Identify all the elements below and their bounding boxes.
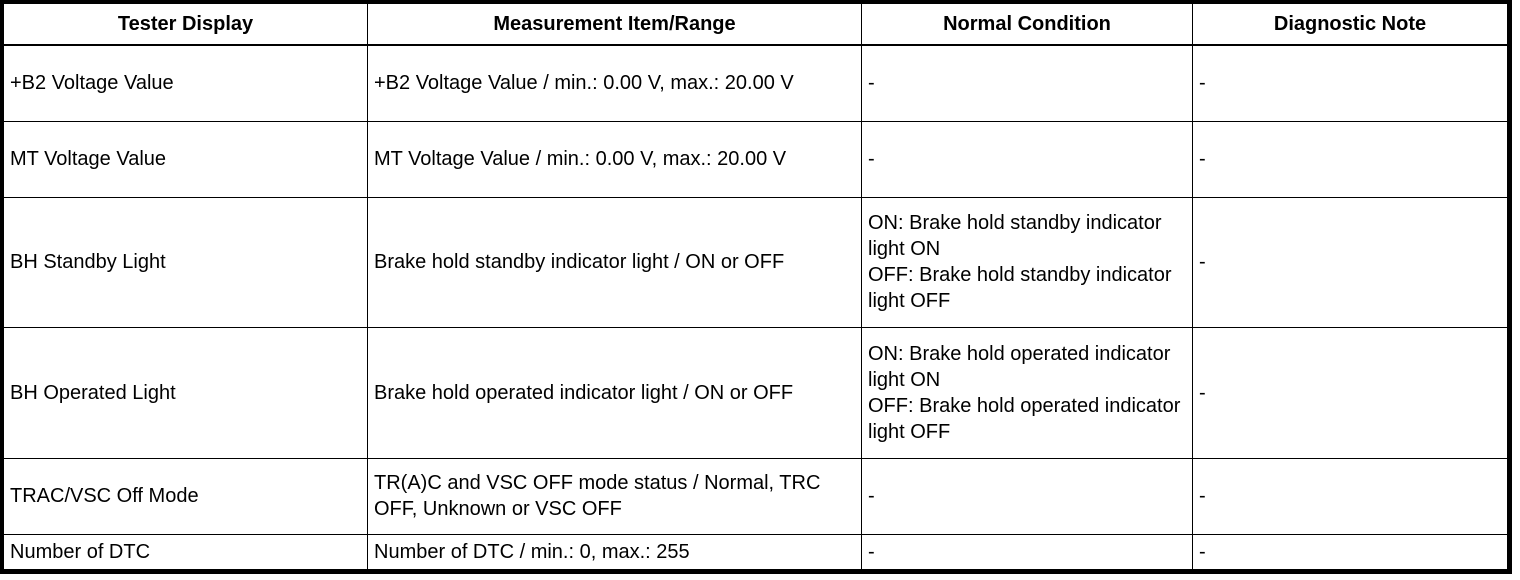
header-diagnostic-note: Diagnostic Note xyxy=(1193,4,1508,46)
measurement-cell: MT Voltage Value / min.: 0.00 V, max.: 20.00 V xyxy=(368,121,862,197)
normal-condition-cell: - xyxy=(862,534,1193,569)
measurement-cell: Brake hold standby indicator light / ON or OFF xyxy=(368,197,862,327)
header-normal-condition: Normal Condition xyxy=(862,4,1193,46)
diagnostic-note-cell: - xyxy=(1193,45,1508,121)
diagnostic-note-cell: - xyxy=(1193,197,1508,327)
tester-display-cell: MT Voltage Value xyxy=(4,121,368,197)
diagnostic-note-cell: - xyxy=(1193,458,1508,534)
tester-display-cell: BH Standby Light xyxy=(4,197,368,327)
normal-condition-cell xyxy=(862,328,1193,458)
measurement-cell: Number of DTC / min.: 0, max.: 255 xyxy=(368,534,862,569)
diagnostic-note-cell: - xyxy=(1193,121,1508,197)
tester-display-cell: +B2 Voltage Value xyxy=(4,45,368,121)
header-row xyxy=(4,4,1508,46)
table-row xyxy=(4,197,1508,327)
tester-display-cell: Number of DTC xyxy=(4,534,368,569)
diagnostic-note-cell: - xyxy=(1193,328,1508,458)
table-row xyxy=(4,121,1508,197)
measurement-cell: Brake hold operated indicator light / ON or OFF xyxy=(368,328,862,458)
normal-condition-cell xyxy=(862,197,1193,327)
header-measurement-item-range: Measurement Item/Range xyxy=(368,4,862,46)
normal-condition-off-line: OFF: Brake hold standby indicator light OFF xyxy=(868,264,1172,313)
table-row xyxy=(4,458,1508,534)
normal-condition-cell: - xyxy=(862,458,1193,534)
normal-condition-cell: - xyxy=(862,121,1193,197)
measurement-cell: TR(A)C and VSC OFF mode status / Normal, TRC OFF, Unknown or VSC OFF xyxy=(368,458,862,534)
normal-condition-off-line: OFF: Brake hold operated indicator light OFF xyxy=(868,394,1181,443)
normal-condition-on-line: ON: Brake hold operated indicator light ON xyxy=(868,342,1171,391)
normal-condition-cell: - xyxy=(862,45,1193,121)
tester-display-cell: TRAC/VSC Off Mode xyxy=(4,458,368,534)
diagnostic-note-cell: - xyxy=(1193,534,1508,569)
tester-display-cell: BH Operated Light xyxy=(4,328,368,458)
normal-condition-on-line: ON: Brake hold standby indicator light ON xyxy=(868,212,1162,261)
table-row xyxy=(4,45,1508,121)
header-tester-display: Tester Display xyxy=(4,4,368,46)
measurement-cell: +B2 Voltage Value / min.: 0.00 V, max.: 20.00 V xyxy=(368,45,862,121)
table-row xyxy=(4,328,1508,458)
data-list-table xyxy=(3,3,1508,570)
table-row xyxy=(4,534,1508,569)
